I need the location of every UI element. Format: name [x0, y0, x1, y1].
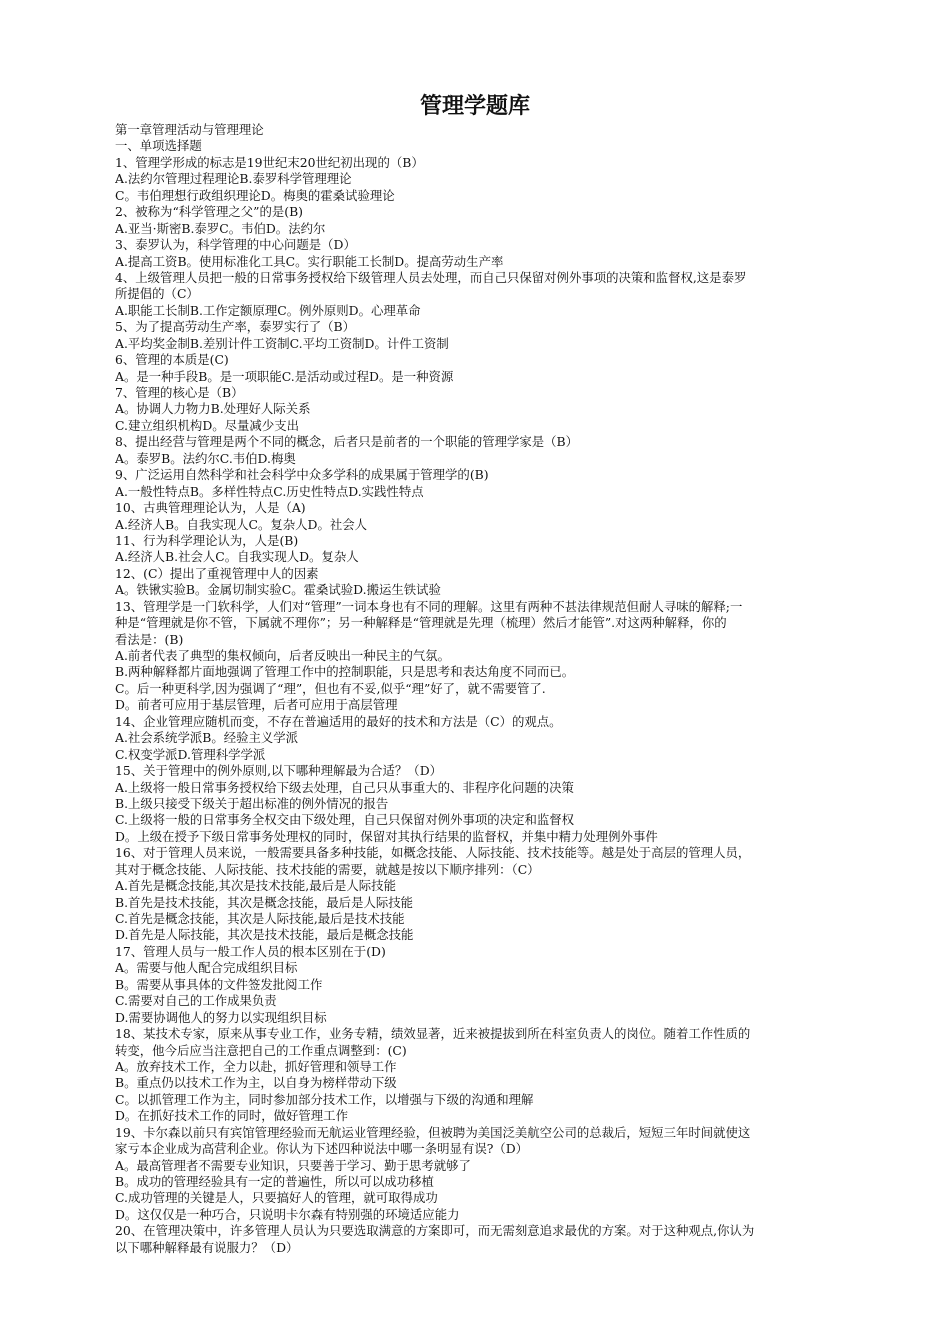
text-line: 一、单项选择题 [115, 138, 202, 154]
text-line: 6、管理的本质是(C) [115, 352, 229, 368]
text-line: 15、关于管理中的例外原则,以下哪种理解最为合适？（D） [115, 763, 443, 779]
text-line: A。协调人力物力B.处理好人际关系 [115, 401, 311, 417]
text-line: C.成功管理的关键是人，只要搞好人的管理，就可取得成功 [115, 1190, 438, 1206]
text-line: B。成功的管理经验具有一定的普遍性，所以可以成功移植 [115, 1174, 434, 1189]
text-line: B.上级只接受下级关于超出标准的例外情况的报告 [115, 795, 389, 811]
text-line: A.经济人B。自我实现人C。复杂人D。社会人 [115, 516, 368, 532]
text-line: D。这仅仅是一种巧合，只说明卡尔森有特别强的环境适应能力 [115, 1206, 460, 1222]
text-line: A。需要与他人配合完成组织目标 [115, 960, 298, 976]
text-line: 7、管理的核心是（B） [115, 385, 244, 400]
text-line: A.前者代表了典型的集权倾向，后者反映出一种民主的气氛。 [115, 648, 451, 663]
text-line: 转变，他今后应当注意把自己的工作重点调整到：(C) [115, 1042, 407, 1058]
text-line: D。上级在授予下级日常事务处理权的同时，保留对其执行结果的监督权，并集中精力处理例外事件 [115, 828, 658, 844]
text-line: D.需要协调他人的努力以实现组织目标 [115, 1009, 327, 1025]
text-line: 13、管理学是一门软科学，人们对“管理”一词本身也有不同的理解。这里有两种不甚法律规范但耐人寻味的解释;一 [115, 598, 743, 614]
text-line: B.两种解释都片面地强调了管理工作中的控制职能，只是思考和表达角度不同而已。 [115, 664, 575, 680]
text-line: A。放弃技术工作，全力以赴，抓好管理和领导工作 [115, 1058, 397, 1074]
text-line: C.需要对自己的工作成果负责 [115, 993, 277, 1009]
text-line: A.平均奖金制B.差别计件工资制C.平均工资制D。计件工资制 [115, 335, 449, 351]
text-line: 18、某技术专家，原来从事专业工作，业务专精，绩效显著，近来被提拔到所在科室负责人的岗位。随着工作性质的 [115, 1026, 751, 1042]
text-line: A。最高管理者不需要专业知识，只要善于学习、勤于思考就够了 [115, 1157, 471, 1173]
text-line: C.建立组织机构D。尽量减少支出 [115, 417, 299, 433]
text-line: 看法是：(B) [115, 631, 184, 647]
text-line: 其对于概念技能、人际技能、技术技能的需要，就越是按以下顺序排列：（C） [115, 861, 540, 877]
text-line: A.一般性特点B。多样性特点C.历史性特点D.实践性特点 [115, 483, 424, 499]
text-line: A.法约尔管理过程理论B.泰罗科学管理理论 [115, 171, 352, 187]
text-line: A。铁锹实验B。金属切制实验C。霍桑试验D.搬运生铁试验 [115, 582, 441, 598]
text-line: A.首先是概念技能,其次是技术技能,最后是人际技能 [115, 878, 396, 894]
text-line: A.经济人B.社会人C。自我实现人D。复杂人 [115, 549, 359, 565]
text-line: B。重点仍以技术工作为主，以自身为榜样带动下级 [115, 1075, 397, 1091]
text-line: 9、广泛运用自然科学和社会科学中众多学科的成果属于管理学的(B) [115, 467, 489, 483]
text-line: C。后一种更科学,因为强调了“理”，但也有不妥,似乎“理”好了，就不需要管了. [115, 680, 546, 696]
text-line: A。泰罗B。法约尔C.韦伯D.梅奥 [115, 450, 296, 466]
text-line: 种是“管理就是你不管，下属就不理你”；另一种解释是“管理就是先理（梳理）然后才能管”.对这两种解释，你的 [115, 615, 727, 631]
document-title: 管理学题库 [419, 94, 530, 119]
text-line: 3、泰罗认为，科学管理的中心问题是（D） [115, 237, 356, 253]
text-line: 第一章管理活动与管理理论 [115, 122, 264, 137]
text-line: 10、古典管理理论认为，人是（A) [115, 500, 306, 516]
document-body [115, 122, 855, 1256]
text-line: C.权变学派D.管理科学学派 [115, 746, 266, 762]
text-line: C。韦伯理想行政组织理论D。梅奥的霍桑试验理论 [115, 187, 395, 203]
text-line: 1、管理学形成的标志是19世纪末20世纪初出现的（B） [115, 154, 424, 170]
text-line: 11、行为科学理论认为，人是(B) [115, 532, 299, 548]
text-line: 19、卡尔森以前只有宾馆管理经验而无航运业管理经验，但被聘为美国泛美航空公司的总裁后，短短三年时间就使这 [115, 1124, 751, 1140]
text-line: 14、企业管理应随机而变，不存在普遍适用的最好的技术和方法是（C）的观点。 [115, 713, 562, 729]
text-line: 20、在管理决策中，许多管理人员认为只要选取满意的方案即可，而无需刻意追求最优的方案。对于这种观点,你认为 [115, 1223, 755, 1239]
text-line: 12、(C）提出了重视管理中人的因素 [115, 565, 319, 581]
text-line: D。在抓好技术工作的同时，做好管理工作 [115, 1108, 348, 1124]
text-line: D。前者可应用于基层管理，后者可应用于高层管理 [115, 697, 398, 713]
text-line: C.首先是概念技能，其次是人际技能,最后是技术技能 [115, 911, 405, 926]
text-line: B。需要从事具体的文件签发批阅工作 [115, 976, 323, 992]
text-line: C。以抓管理工作为主，同时参加部分技术工作，以增强与下级的沟通和理解 [115, 1091, 534, 1107]
text-line: 所提倡的（C） [115, 286, 199, 302]
text-line: B.首先是技术技能，其次是概念技能，最后是人际技能 [115, 894, 414, 910]
text-line: 2、被称为“科学管理之父”的是(B) [115, 204, 304, 220]
text-line: D.首先是人际技能，其次是技术技能，最后是概念技能 [115, 927, 414, 943]
text-line: A.亚当·斯密B.泰罗C。韦伯D。法约尔 [115, 220, 326, 236]
text-line: 16、对于管理人员来说，一般需要具备多种技能，如概念技能、人际技能、技术技能等。越是处于高层的管理人员， [115, 845, 751, 861]
text-line: 4、上级管理人员把一般的日常事务授权给下级管理人员去处理，而自己只保留对例外事项的决策和监督权,这是泰罗 [115, 269, 747, 285]
text-line: 家亏本企业成为高营利企业。你认为下述四种说法中哪一条明显有误?（D） [115, 1141, 529, 1157]
text-line: 以下哪种解释最有说服力？（D） [115, 1239, 299, 1255]
text-line: 17、管理人员与一般工作人员的根本区别在于(D) [115, 943, 386, 959]
text-line: 5、为了提高劳动生产率，泰罗实行了（B） [115, 319, 356, 335]
text-line: C.上级将一般的日常事务全权交由下级处理，自己只保留对例外事项的决定和监督权 [115, 812, 575, 828]
text-line: A.提高工资B。使用标准化工具C。实行职能工长制D。提高劳动生产率 [115, 253, 504, 269]
text-line: A.社会系统学派B。经验主义学派 [115, 730, 299, 746]
text-line: A。是一种手段B。是一项职能C.是活动或过程D。是一种资源 [115, 368, 454, 384]
text-line: A.职能工长制B.工作定额原理C。例外原则D。心理革命 [115, 302, 421, 318]
text-line: 8、提出经营与管理是两个不同的概念，后者只是前者的一个职能的管理学家是（B） [115, 434, 579, 450]
text-line: A.上级将一般日常事务授权给下级去处理，自己只从事重大的、非程序化问题的决策 [115, 779, 574, 795]
